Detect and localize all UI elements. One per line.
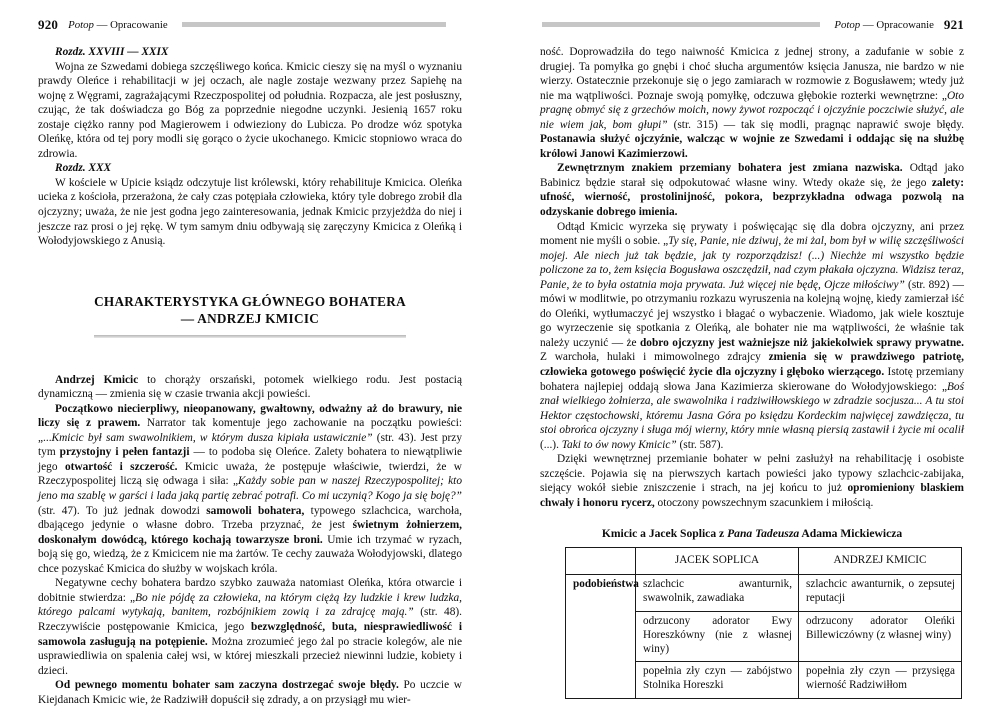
text-run: — Opracowanie	[860, 18, 934, 31]
text-run: samowoli bohatera,	[206, 504, 305, 517]
text-run: Adama Mickiewicza	[799, 526, 903, 540]
table-caption	[540, 527, 964, 542]
text-run: (str. 892) — mówi w modlitwie, po otrzymaniu rozkazu wyruszenia na kolejną wojnę, kiedy zamierzał iść do Oleńki, wytłumaczyć jej wszystko i błagać o wybaczenie. Wiadomo, jak wiele kosztuje go wyrzeczenie się spotkania z Oleńką, ale bohater nie ma wątpliwości, że właśnie tak należy uczynić — że	[540, 278, 964, 349]
section-heading-line1: CHARAKTERYSTYKA GŁÓWNEGO BOHATERA	[94, 293, 406, 309]
text-run: Kmicic a Jacek Soplica z	[601, 526, 728, 540]
text-run: Z warchoła, hulaki i mimowolnego zdrajcy	[540, 351, 769, 364]
text-run: otoczony powszechnym szacunkiem i miłością.	[654, 496, 874, 509]
text-run: (str. 48). Rzeczywiście postępowanie Kmicica, jego	[38, 606, 462, 633]
table-cell: odrzucony adorator Ewy Horeszkówny (nie z własnej winy)	[636, 611, 799, 662]
text-run: opromieniony blaskiem chwały i honoru rycerz,	[540, 482, 964, 509]
text-run: Każdy sobie pan w naszej Rzeczypospolitej; kto jeno ma szablę w garści i lada jaką partię zebrać potrafi. Co mi uczynią? Kogo ja się boję?”	[38, 475, 462, 503]
page-header-right	[540, 17, 964, 32]
running-title	[68, 19, 168, 31]
table-cell: popełnia zły czyn — zabójstwo Stolnika Horeszki	[636, 662, 799, 699]
text-run: Taki to ów nowy Kmicic”	[561, 438, 677, 451]
table-cell: popełnia zły czyn — przysięga wierność Radziwiłłom	[799, 662, 962, 699]
text-run: Narrator tak komentuje jego zachowanie na początku powieści: „...	[38, 417, 463, 444]
page-header-left	[38, 17, 462, 32]
text-run: Bo nie pójdę za człowieka, na którym ciężą łzy ludzkie i krew ludzka, którego palcami wytykają, banitem, rozbójnikiem zowią i za zdrajcę mają.”	[38, 591, 462, 619]
paragraph	[540, 45, 964, 161]
text-run: zalety: ufność, wierność, prostolinijność, pokora, bezprzykładna odwaga pozwolą na odzyskanie dobrego imienia.	[540, 176, 964, 219]
text-run: Postanawia służyć ojczyźnie, walcząc w wojnie ze Szwedami i oddając się na służbę królowi Janowi Kazimierzowi.	[540, 133, 964, 160]
row-group-label: podobieństwa	[566, 574, 636, 698]
text-run: Istotę przemiany bohatera najlepiej oddają słowa Jana Kazimierza skierowane do Wołodyjowskiego: „	[540, 366, 964, 393]
header-bar	[542, 22, 820, 27]
text-run: Zewnętrznym znakiem przemiany bohatera jest zmiana nazwiska.	[557, 162, 903, 175]
running-title	[834, 19, 934, 31]
text-run: zmienia się w prawdziwego patriotę, człowieka gotowego poświęcić życie dla ojczyzny i głęboko wierzącego.	[540, 351, 964, 379]
comparison-table	[565, 547, 962, 699]
table-row	[566, 574, 962, 611]
table-cell: szlachcic awanturnik, swawolnik, zawadiaka	[636, 574, 799, 611]
paragraph	[38, 678, 462, 707]
page-body	[38, 45, 462, 707]
text-run: Wojna ze Szwedami dobiega szczęśliwego końca. Kmicic cieszy się na myśl o wyznaniu prawdy Oleńce i rehabilitacji w jej oczach, ale nagle zostaje wezwany przez Sapiehę na wojnę z Węgrami, zagrażającymi Rzeczpospolitej od południa. Rozpacza, ale jest posłuszny, czując, że tak doświadcza go Bóg za poprzednie niegodne uczynki. Jesienią 1657 roku zostaje ciężko ranny pod Magierowem i odwieziony do Lubicza. Po drodze wóz spotyka Oleńkę, która od tej pory modli się gorąco o życie ukochanego. Kmicic stopniowo wraca do zdrowia.	[38, 60, 462, 160]
text-run: Od pewnego momentu bohater sam zaczyna dostrzegać swoje błędy.	[55, 679, 399, 692]
table-header-row	[566, 548, 962, 575]
text-run: (str. 43). Jest przy tym	[38, 431, 463, 459]
text-run: (str. 315) — tak się modli, pragnąc naprawić swoje błędy.	[667, 118, 964, 131]
table-cell: odrzucony adorator Oleńki Billewiczówny (z własnej winy)	[799, 611, 962, 662]
text-run: Potop	[68, 18, 94, 31]
text-run: — to podoba się Oleńce. Zalety bohatera to niewątpliwie jego	[38, 446, 463, 473]
text-run: przystojny i pełen fantazji	[59, 446, 190, 459]
text-run: Ty się, Panie, nie dziwuj, że mi żal, bom był w wilię szczęśliwości mojej. Ale niech już tak będzie, jak ty rozporządzisz! (...) Niechże mi wszystko będzie policzone za to, żem księcia Bogusława oszczędził, nad czym płakała ojczyzna. Widzisz teraz, Panie, że to była ostatnia moja prywata. Już więcej nie będę, Ojcze miłościwy”	[540, 235, 965, 291]
section-heading-rule	[94, 335, 406, 338]
text-run: bezwzględność, buta, niesprawiedliwość i samowola zasługują na potępienie.	[38, 620, 462, 648]
text-run: (...).	[540, 438, 562, 451]
text-run: Boś znał wielkiego żołnierza, ale swawolnika i radziwiłłowskiego w zdradzie socjusza... A tu stoi Hektor częstochowski, któremu Jasna Góra po księdzu Kordeckim najwięcej zawdzięcza, tu stoi obrońca ojczyzny i sługa mój wierny, który mnie własną piersią zastawił i życie mi ocalił	[540, 380, 964, 437]
text-run: (str. 587).	[676, 438, 724, 451]
page-body	[540, 45, 964, 699]
text-run: Początkowo niecierpliwy, nieopanowany, gwałtowny, odważny aż do brawury, nie liczy się z prawem.	[38, 402, 462, 430]
text-run: Andrzej Kmicic	[55, 373, 139, 386]
paragraph	[38, 60, 462, 162]
text-run: Kmicic uważa, że postępuje właściwie, twierdzi, że w Rzeczypospolitej liczą się odwaga i siła: „	[38, 460, 462, 488]
text-run: ność. Doprowadziła do tego naiwność Kmicica z jednej strony, a zadufanie w sobie z drugiej. Ta pomyłka go gnębi i choć słucha argumentów księcia Janusza, nie bardzo w nie wierzy. Ostatecznie przekonuje się o jego zamiarach w rozmowie z Bogusławem; wtedy już nie ma wątpliwości. Poznaje swoją pomyłkę, odczuwa głębokie rozterki wewnętrzne: „	[540, 46, 964, 102]
text-run: Oto pragnę obmyć się z grzechów moich, nowy żywot rozpocząć i ojczyźnie poczciwie służyć, ale nie wiem jak, bom głupi”	[540, 89, 964, 131]
paragraph	[540, 452, 964, 510]
text-run: świetnym żołnierzem, doskonałym dowódcą, którego kochają towarzysze broni.	[38, 519, 462, 546]
paragraph	[38, 576, 462, 678]
table-corner-cell	[566, 548, 636, 575]
section-heading-line2: — ANDRZEJ KMICIC	[180, 310, 320, 326]
text-run: dobro ojczyzny jest ważniejsze niż jakiekolwiek sprawy prywatne.	[639, 336, 964, 349]
text-run: Kmicic był sam swawolnikiem, w którym dusza kipiała ustawicznie”	[51, 431, 373, 444]
text-run: otwartość i szczerość.	[64, 460, 178, 473]
text-run: Pana Tadeusza	[727, 526, 800, 540]
text-run: Negatywne cechy bohatera bardzo szybko zauważa natomiast Oleńka, która otwarcie i dobitnie stwierdza: „	[38, 577, 462, 604]
section-heading	[38, 293, 462, 338]
table-cell: szlachcic awanturnik, o zepsutej reputacji	[799, 574, 962, 611]
paragraph	[38, 373, 462, 402]
paragraph	[540, 220, 964, 453]
text-run: Potop	[834, 18, 861, 31]
right-page	[540, 0, 964, 712]
text-run: typowego szlachcica, warchoła, dbającego jedynie o własne dobro. Trzeba przyznać, że jest	[38, 504, 462, 532]
header-bar	[182, 22, 446, 27]
text-run: — Opracowanie	[93, 18, 168, 31]
text-run: Odtąd jako Babinicz będzie starał się odpokutować własne winy. Wtedy okaże się, że jego	[540, 162, 964, 189]
text-run: Odtąd Kmicic wyrzeka się prywaty i poświęcając się dla dobra ojczyzny, ani przez moment nie myśli o sobie. „	[540, 220, 964, 248]
paragraph	[540, 161, 964, 219]
text-run: to chorąży orszański, potomek wielkiego rodu. Jest postacią dynamiczną — zmienia się w czasie trwania akcji powieści.	[38, 373, 462, 401]
text-run: Można zrozumieć jego żal po stracie kolegów, ale nie usprawiedliwia on spalenia całej wsi, w której mieszkali przecież niewinni ludzie, kobiety i dzieci.	[38, 635, 462, 677]
chapter-heading: Rozdz. XXVIII — XXIX	[55, 46, 169, 58]
text-run: (str. 47). To już jednak dowodzi	[38, 504, 207, 517]
table-col-header-kmicic: ANDRZEJ KMICIC	[799, 548, 962, 575]
table-col-header-soplica: JACEK SOPLICA	[636, 548, 799, 575]
text-run: Dzięki wewnętrznej przemianie bohater w pełni zasłużył na rehabilitację i osobiste szczęście. Pojawia się na pierwszych kartach powieści jako typowy szlachcic-zabijaka, siejący wokół siebie zniszczenie i strach, na jej końcu to już	[540, 453, 964, 495]
page-number: 921	[943, 16, 964, 32]
left-page	[38, 0, 462, 712]
chapter-heading: Rozdz. XXX	[55, 162, 112, 175]
paragraph	[38, 176, 462, 249]
text-run: Po uczcie w Kiejdanach Kmicic wie, że Radziwiłł dopuścił się zdrady, a on przysiągł mu wier-	[38, 679, 462, 706]
page-number: 920	[38, 16, 59, 32]
text-run: Umie ich trzymać w ryzach, boją się go, wiedzą, że z Kmicicem nie ma żartów. Te cechy zauważa Wołodyjowski, dlatego chce pozyskać Kmicica do służby w wojskach króla.	[38, 533, 462, 575]
paragraph	[38, 402, 462, 577]
text-run: W kościele w Upicie ksiądz odczytuje list królewski, który rehabilituje Kmicica. Oleńka ucieka z kościoła, przerażona, że cały czas potępiała człowieka, który tyle dobrego zrobił dla ojczyzny; uważa, że nie jest godna jego zainteresowania, jednak Kmicic przyjeżdża do niej i jeszcze raz prosi o jej rękę. W tym samym dniu odbywają się zaręczyny Kmicica z Oleńką i Wołodyjowskiego z Anusią.	[38, 176, 462, 248]
